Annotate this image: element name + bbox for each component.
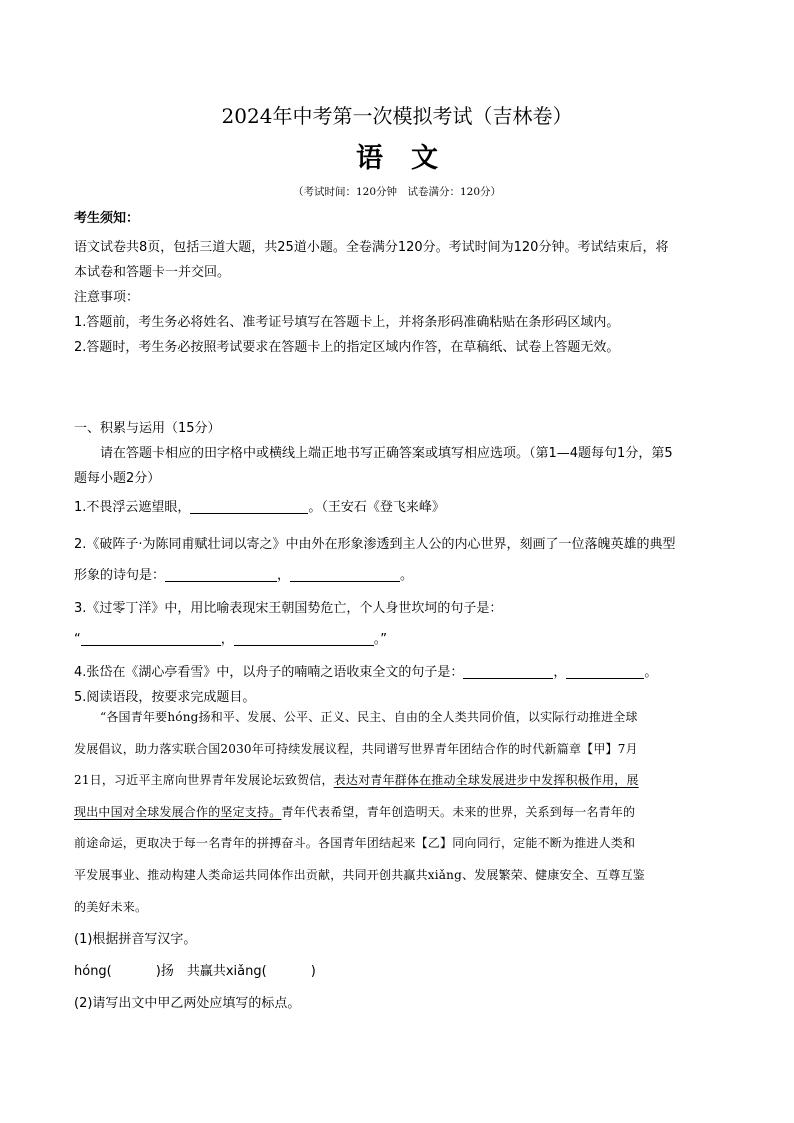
answer-blank[interactable] (290, 565, 400, 582)
question-5: 5.阅读语段，按要求完成题目。 (74, 690, 256, 705)
notice-line: 语文试卷共8页，包括三道大题，共25道小题。全卷满分120分。考试时间为120分钟。考试结束后，将 (74, 240, 669, 255)
passage-line: 的美好未来。 (74, 899, 148, 914)
section-one (74, 416, 724, 710)
passage-line: 平发展事业、推动构建人类命运共同体作出贡献，共同开创共赢共xiǎng、发展繁荣、健康安全、互尊互鉴 (74, 867, 645, 882)
subject-title: 语文 (356, 143, 466, 174)
reading-passage (74, 702, 724, 923)
sub-question-2: (2)请写出文中甲乙两处应填写的标点。 (74, 996, 301, 1011)
answer-blank[interactable] (165, 565, 277, 582)
sub-question-1: (1)根据拼音写汉字。 (74, 932, 197, 947)
question-text: 4.张岱在《湖心亭看雪》中，以舟子的喃喃之语收束全文的句子是： (74, 665, 464, 680)
answer-blank[interactable] (190, 497, 308, 514)
passage-line: 前途命运，更取决于每一名青年的拼搏奋斗。各国青年团结起来【乙】同向同行，定能不断为推进人类和 (74, 836, 636, 851)
sub-question-1-answer: hóng( )扬 共赢共xiǎng( ) (74, 964, 316, 979)
attention-heading: 注意事项： (74, 290, 140, 305)
question-4: 4.张岱在《湖心亭看雪》中，以舟子的喃喃之语收束全文的句子是： ， 。 (74, 660, 724, 685)
question-1 (74, 495, 724, 520)
page-title: 2024年中考第一次模拟考试（吉林卷） (221, 104, 573, 128)
notice-section (74, 206, 724, 360)
answer-blank[interactable] (81, 629, 221, 646)
exam-meta: （考试时间：120分钟 试卷满分：120分） (292, 186, 502, 198)
attention-item: 2.答题时，考生务必按照考试要求在答题卡上的指定区域内作答，在草稿纸、试卷上答题无效。 (74, 340, 620, 355)
passage-line: 发展倡议，助力落实联合国2030年可持续发展议程，共同谱写世界青年团结合作的时代新篇章【甲】7月 (74, 741, 638, 756)
passage-line: 21日，习近平主席向世界青年发展论坛致贺信，表达对青年群体在推动全球发展进步中发挥积极作用，展 (74, 773, 639, 788)
question-2-answer: 形象的诗句是： ， 。 (74, 563, 724, 588)
question-2: 2.《破阵子·为陈同甫赋壮词以寄之》中由外在形象渗透到主人公的内心世界，刻画了一位落魄英雄的典型 (74, 537, 676, 552)
section-heading: 一、积累与运用（15分） (74, 421, 221, 436)
answer-blank[interactable] (566, 662, 644, 679)
passage-line: 现出中国对全球发展合作的坚定支持。青年代表希望，青年创造明天。未来的世界，关系到每一名青年的 (74, 804, 636, 819)
answer-blank[interactable] (234, 629, 374, 646)
underlined-sentence: 表达对青年群体在推动全球发展进步中发挥积极作用，展 (333, 773, 639, 788)
question-text: 1.不畏浮云遮望眼， (74, 500, 191, 515)
question-text: 。（王安石《登飞来峰》 (308, 500, 445, 515)
notice-line: 本试卷和答题卡一并交回。 (74, 265, 231, 280)
attention-item: 1.答题前，考生务必将姓名、准考证号填写在答题卡上，并将条形码准确粘贴在条形码区域内。 (74, 315, 620, 330)
answer-blank[interactable] (463, 662, 553, 679)
sub-questions (74, 924, 724, 1020)
question-text: 形象的诗句是： (74, 568, 166, 583)
section-instruction: 请在答题卡相应的田字格中或横线上端正地书写正确答案或填写相应选项。（第1—4题每句1分，第5 (100, 446, 673, 461)
underlined-sentence: 现出中国对全球发展合作的坚定支持。 (74, 804, 282, 819)
question-3-answer: “ ， 。” (74, 627, 724, 652)
section-instruction: 题每小题2分） (74, 471, 161, 486)
question-3: 3.《过零丁洋》中，用比喻表现宋王朝国势危亡，个人身世坎坷的句子是： (74, 601, 503, 616)
passage-line: “各国青年要hóng扬和平、发展、公平、正义、民主、自由的全人类共同价值，以实际行动推进全球 (100, 710, 638, 724)
notice-heading: 考生须知： (74, 211, 140, 226)
